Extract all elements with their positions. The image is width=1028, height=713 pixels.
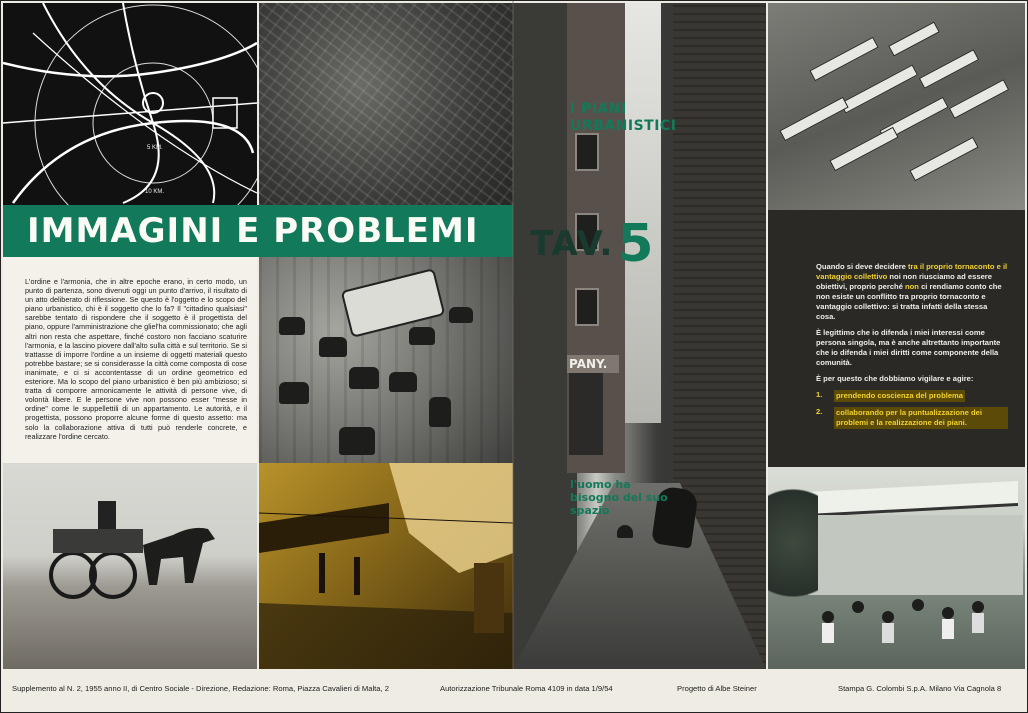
- intro-text-block: [3, 257, 257, 463]
- car-shape: [449, 307, 473, 323]
- car-shape: [349, 367, 379, 389]
- project-credit: Progetto di Albe Steiner: [677, 684, 757, 693]
- main-title: IMMAGINI E PROBLEMI: [27, 211, 479, 251]
- children-drawing: [768, 467, 1025, 669]
- p1-text-c: ci rendiamo conto che non esiste un conflitto tra proprio tornaconto e vantaggio collettivo: si tratta infatti della stessa cosa.: [816, 282, 1002, 321]
- list-item: [816, 407, 1008, 429]
- horse-cart-photo: [3, 463, 257, 669]
- civic-text-panel: [768, 210, 1025, 467]
- building-block: [829, 127, 898, 171]
- building-block: [919, 49, 979, 89]
- aerial-city-photo: [259, 3, 513, 205]
- list-item-number: 2.: [816, 407, 823, 416]
- supplement-credit: Supplemento al N. 2, 1955 anno II, di Centro Sociale - Direzione, Redazione: Roma, Piazza Cavalieri di Malta, 2: [12, 684, 389, 693]
- list-item-text: prendendo coscienza del problema: [836, 391, 964, 400]
- intro-text: L'ordine e l'armonia, che in altre epoche erano, in certo modo, un punto di partenza, sono divenuti oggi un punto d'arrivo, il risultato di un atto deliberato di riflessione. Se questo è l'oggetto e lo scopo del piano urbanistico, chi è il soggetto che lo fa? Il "cittadino qualsiasi" sarebbe tentato di rispondere che il soggetto è il progettista del piano, oppure l'amministrazione che gliel'ha commissionato; che agli altri non resta che aspettare, finché costoro non facciano scaturire l'armonia, e la lascino piovere dall'alto sulla città e sul territorio. Se si trattasse di imporre l'ordine a un insieme di oggetti materiali questo potrebbe bastare; se si considerasse la città come composta di cose inanimate, e ci si accontentasse di un ordine geometrico ed esteriore. Ma lo scopo del piano urbanistico è ben più ambizioso; si tratta di comporre armonicamente le attività di persone vive, di volontà libere. E le persone vive non possono esser "messe in ordine" come le suppellettili di un appartamento. Le autorità, e il progettista, possono proporre alcune forme di questo assetto: ma solo la collaborazione attiva di tutti può renderle concrete, e realizzare l'ordine cercato.: [25, 277, 247, 441]
- alley-caption: l'uomo ha bisogno del suo spazio: [570, 478, 668, 517]
- heading-line2: URBANISTICI: [570, 118, 677, 134]
- cyclist-shape: [429, 397, 451, 427]
- p1-highlight: tra il proprio tornaconto e il vantaggio collettivo: [816, 262, 1008, 281]
- list-item: [816, 390, 1008, 402]
- heading-line1: I PIANI: [570, 101, 627, 117]
- cat-shape: [617, 525, 633, 538]
- traffic-photo: [259, 257, 513, 463]
- civic-paragraph-2: È legittimo che io difenda i miei interessi come persona singola, ma è anche altrettanto importante che io difenda i miei diritti come componente della comunità.: [816, 328, 1001, 367]
- map-scale-10km: 10 KM.: [145, 189, 165, 195]
- plate-label-text: TAV.: [530, 224, 614, 264]
- credits-footer: [0, 669, 1028, 713]
- car-shape: [279, 317, 305, 335]
- civic-text: [816, 262, 1008, 434]
- car-shape: [389, 372, 417, 392]
- building-block: [779, 97, 848, 141]
- plate-number: 5: [617, 214, 655, 274]
- plate-label: [530, 214, 655, 274]
- building-block: [909, 137, 978, 181]
- door-shape: [569, 373, 603, 455]
- car-shape: [279, 382, 309, 404]
- school-courtyard-photo: [768, 467, 1025, 669]
- car-shape: [339, 427, 375, 455]
- civic-paragraph-3: È per questo che dobbiamo vigilare e agire:: [816, 374, 974, 383]
- market-street-photo: [259, 463, 513, 669]
- building-block: [809, 37, 878, 81]
- p1-text-b: noi non riusciamo ad essere obiettivi, proprio perché: [816, 272, 992, 291]
- window-shape: [575, 288, 599, 326]
- car-shape: [409, 327, 435, 345]
- car-shape: [319, 337, 347, 357]
- building-block: [949, 79, 1009, 119]
- section-heading: [570, 101, 676, 135]
- list-item-text: collaborando per la puntualizzazione dei problemi e la realizzazione dei piani.: [834, 407, 1008, 429]
- title-banner: [3, 205, 513, 257]
- window-shape: [575, 133, 599, 171]
- building-block: [840, 64, 918, 113]
- housing-aerial-photo: [768, 3, 1025, 210]
- list-item-number: 1.: [816, 390, 823, 399]
- p1-text-a: Quando si deve decidere: [816, 262, 909, 271]
- map-scale-5km: 5 KM.: [147, 145, 163, 151]
- p1-highlight-2: non: [905, 282, 919, 291]
- printer-credit: Stampa G. Colombi S.p.A. Milano Via Cagnola 8: [838, 684, 1002, 693]
- map-drawing: [3, 3, 257, 205]
- civic-paragraph-1: [816, 262, 1008, 322]
- fold-line: [512, 0, 514, 713]
- building-block: [888, 21, 940, 56]
- shop-sign: PANY.: [567, 355, 619, 373]
- city-map-illustration: [3, 3, 257, 205]
- authorization-credit: Autorizzazione Tribunale Roma 4109 in data 1/9/54: [440, 684, 613, 693]
- market-drawing: [259, 463, 513, 669]
- horse-cart-drawing: [3, 463, 257, 669]
